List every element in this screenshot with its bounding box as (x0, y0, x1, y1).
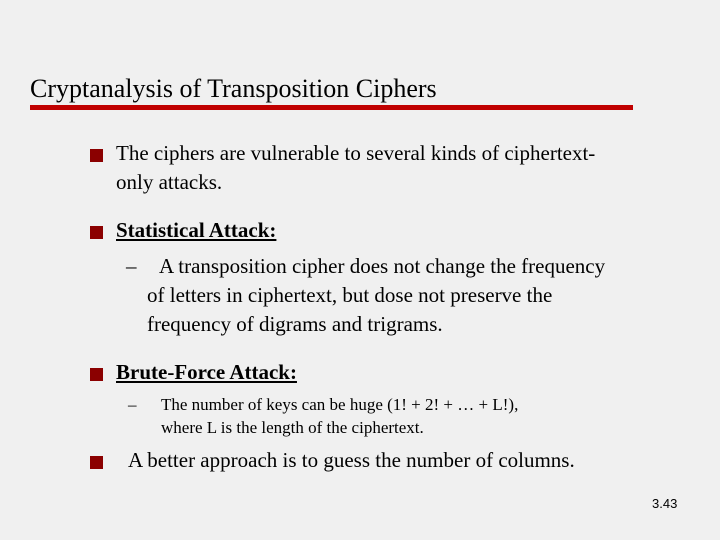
bullet-4-line-1: A better approach is to guess the number of columns. (128, 448, 575, 472)
brute-force-line-1: The number of keys can be huge (1! + 2! + … + L!), (161, 395, 519, 414)
bullet-square-icon (90, 149, 103, 162)
bullet-square-icon (90, 368, 103, 381)
bullet-square-icon (90, 456, 103, 469)
slide-title: Cryptanalysis of Transposition Ciphers (30, 74, 437, 103)
statistical-attack-line-1: A transposition cipher does not change the frequency (159, 254, 606, 278)
bullet-1-line-2: only attacks. (116, 170, 223, 194)
bullet-square-icon (90, 226, 103, 239)
sub-bullet-dash: – (126, 254, 137, 278)
brute-force-attack-heading: Brute-Force Attack: (116, 360, 297, 384)
bullet-1-line-1: The ciphers are vulnerable to several kinds of ciphertext- (116, 141, 596, 165)
statistical-attack-heading: Statistical Attack: (116, 218, 277, 242)
statistical-attack-line-3: frequency of digrams and trigrams. (147, 312, 443, 336)
brute-force-line-2: where L is the length of the ciphertext. (161, 418, 424, 437)
sub-bullet-dash: – (128, 395, 137, 414)
title-underline-rule (30, 105, 633, 110)
statistical-attack-line-2: of letters in ciphertext, but dose not preserve the (147, 283, 553, 307)
slide-number: 3.43 (652, 496, 678, 511)
